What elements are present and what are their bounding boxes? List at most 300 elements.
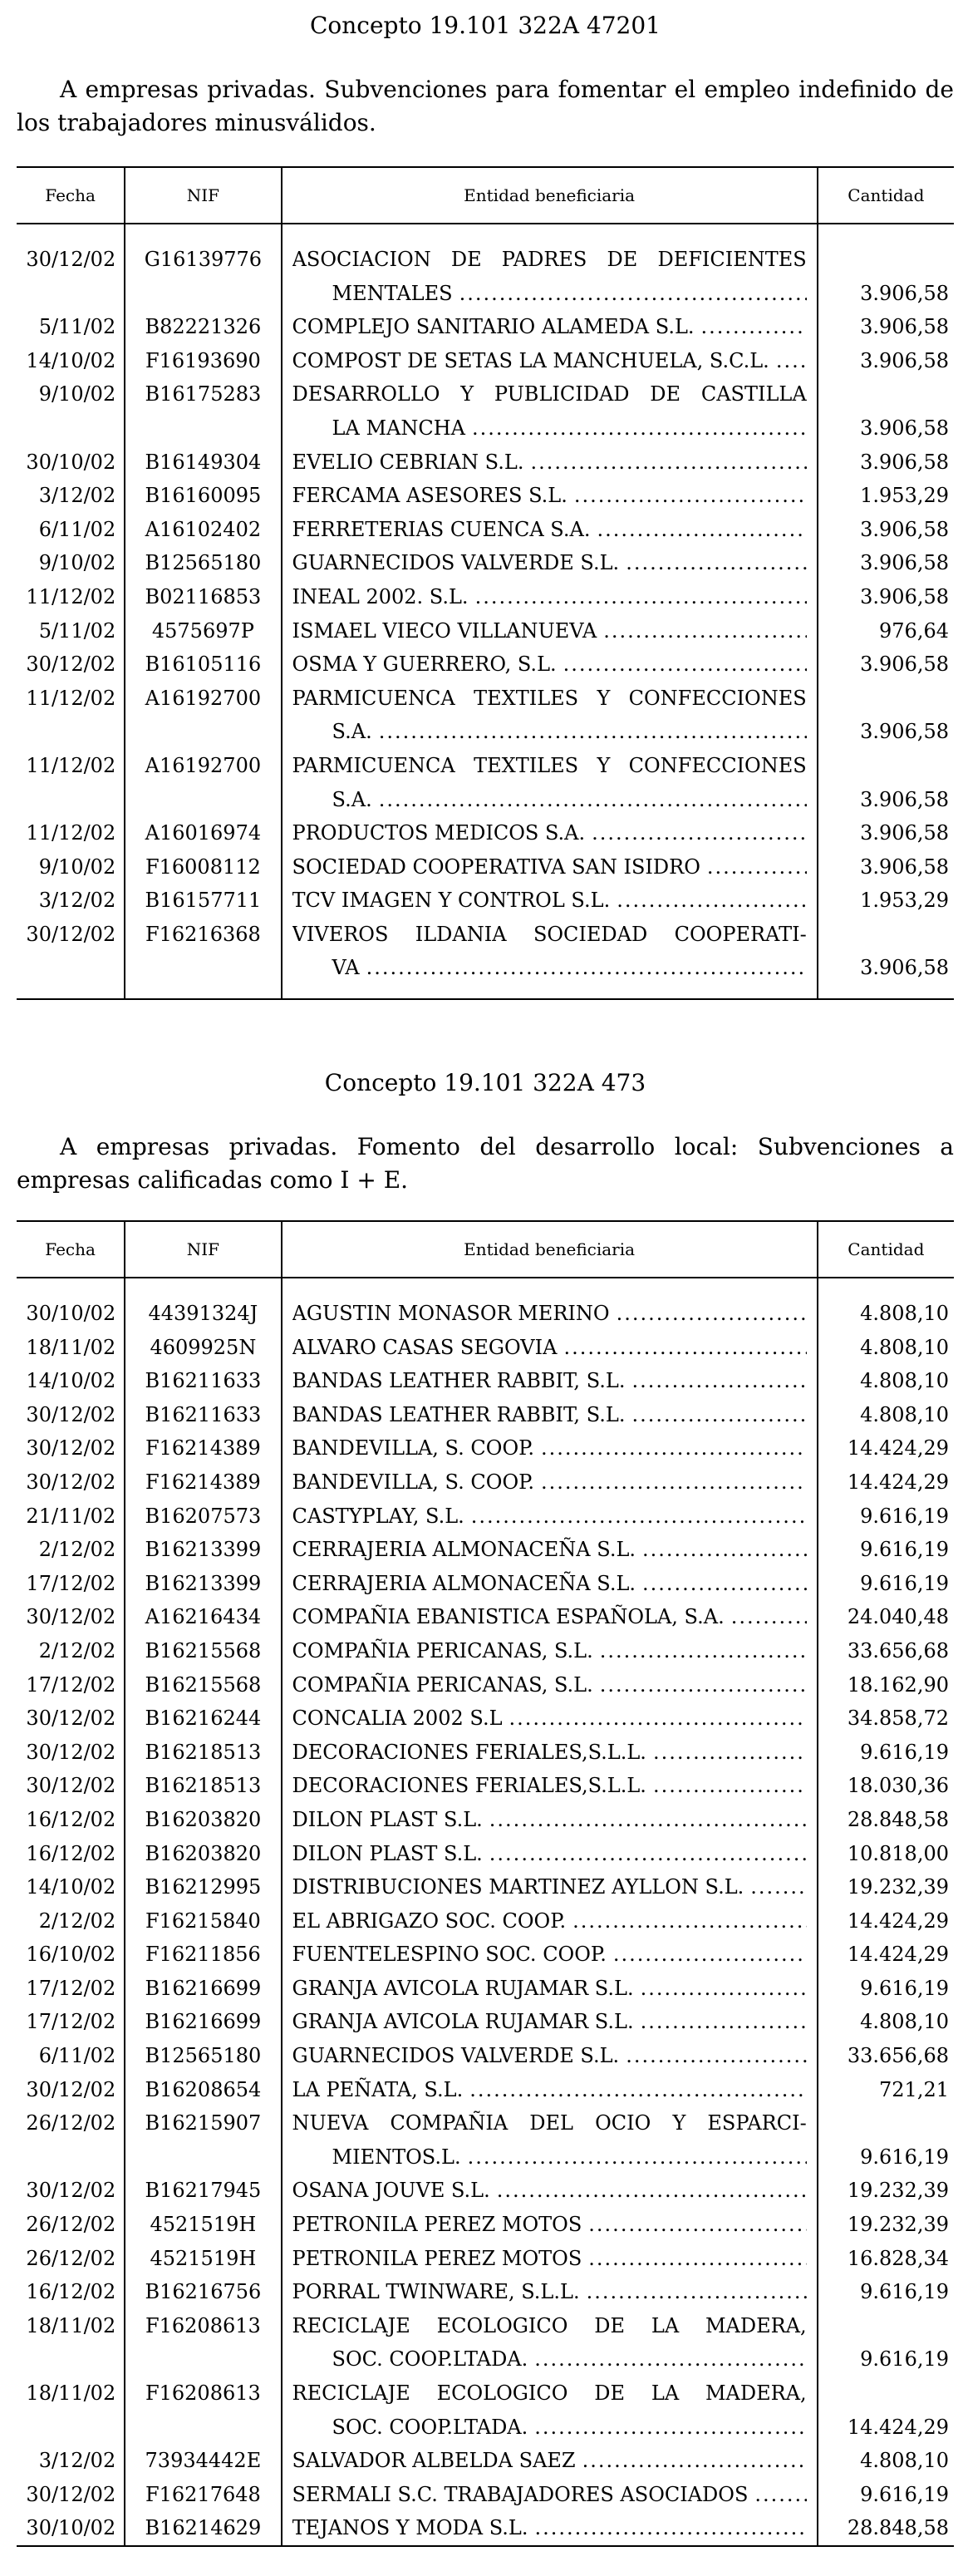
- cell-fecha: 30/10/02: [17, 446, 125, 480]
- dot-leaders: [653, 1769, 807, 1803]
- cell-cantidad: 3.906,58: [860, 821, 949, 845]
- cell-fecha: 16/12/02: [17, 2275, 125, 2309]
- table-row: [17, 2275, 954, 2309]
- column-header-nif: NIF: [125, 1221, 281, 1278]
- table-body: [17, 224, 954, 999]
- cell-fecha: 16/12/02: [17, 1803, 125, 1837]
- cell-entidad: [282, 2242, 818, 2276]
- table-row: [17, 2377, 954, 2444]
- cell-fecha: 17/12/02: [17, 1972, 125, 2006]
- cell-entidad: [282, 1972, 818, 2006]
- table-row: [17, 580, 954, 614]
- dot-leaders: [631, 1398, 806, 1432]
- entity-name-text: SERMALI S.C. TRABAJADORES ASOCIADOS: [292, 2482, 749, 2506]
- cell-entidad: [282, 1465, 818, 1500]
- cell-cantidad: 9.616,19: [860, 2280, 949, 2304]
- entity-name-text: EL ABRIGAZO SOC. COOP.: [292, 1909, 567, 1933]
- table-row: [17, 850, 954, 884]
- dot-leaders: [582, 2444, 807, 2478]
- entity-name-text: BANDAS LEATHER RABBIT, S.L.: [292, 1402, 626, 1426]
- cell-cantidad: 3.906,58: [860, 281, 949, 305]
- cell-entidad: [282, 479, 818, 513]
- column-header-nif: NIF: [125, 167, 281, 224]
- section-2: [17, 1069, 954, 2547]
- table-row: [17, 1331, 954, 1365]
- cell-cantidad: 3.906,58: [860, 653, 949, 677]
- cell-fecha: 17/12/02: [17, 2005, 125, 2039]
- entity-name-text: BANDEVILLA, S. COOP.: [292, 1436, 535, 1460]
- cell-nif: B16215907: [125, 2106, 281, 2174]
- cell-fecha: 30/12/02: [17, 1736, 125, 1770]
- entity-name-line: [292, 648, 807, 682]
- concept-description: A empresas privadas. Fomento del desarrollo local: Subvenciones a empresas calificadas como I + E.: [17, 1133, 954, 1194]
- table-row: [17, 1533, 954, 1567]
- cell-nif: B16218513: [125, 1736, 281, 1770]
- cell-nif: B16203820: [125, 1837, 281, 1871]
- cell-nif: B02116853: [125, 580, 281, 614]
- dot-leaders: [631, 1364, 806, 1398]
- cell-entidad: [282, 1297, 818, 1331]
- entity-name-line: NUEVA COMPAÑIA DEL OCIO Y ESPARCI-: [292, 2111, 807, 2135]
- table-row: [17, 2073, 954, 2107]
- entity-name-text: DILON PLAST S.L.: [292, 1841, 483, 1865]
- dot-leaders: [563, 1331, 806, 1365]
- cell-nif: B16207573: [125, 1500, 281, 1534]
- cell-nif: F16008112: [125, 850, 281, 884]
- cell-entidad: [282, 884, 818, 918]
- entity-name-line: [292, 816, 807, 850]
- entity-name-line: PARMICUENCA TEXTILES Y CONFECCIONES: [292, 753, 807, 777]
- table-row: [17, 1567, 954, 1601]
- table-spacer: [17, 985, 954, 999]
- entity-name-text: CERRAJERIA ALMONACEÑA S.L.: [292, 1571, 636, 1595]
- cell-nif: 44391324J: [125, 1297, 281, 1331]
- entity-name-line: [292, 2208, 807, 2242]
- cell-cantidad: 3.906,58: [860, 584, 949, 608]
- concept-description: A empresas privadas. Subvenciones para fomentar el empleo indefinido de los trabajadores minusválidos.: [17, 76, 954, 136]
- table-row: [17, 1938, 954, 1972]
- cell-cantidad: 3.906,58: [860, 855, 949, 879]
- cell-fecha: 26/12/02: [17, 2242, 125, 2276]
- entity-name-line: [292, 513, 807, 547]
- cell-cantidad: 4.808,10: [860, 2010, 949, 2034]
- cell-cantidad: 9.616,19: [860, 2482, 949, 2506]
- cell-nif: B82221326: [125, 310, 281, 344]
- cell-cantidad: 9.616,19: [860, 1740, 949, 1764]
- cell-cantidad: 19.232,39: [847, 2213, 949, 2237]
- cell-nif: B16212995: [125, 1870, 281, 1904]
- cell-fecha: 2/12/02: [17, 1533, 125, 1567]
- cell-cantidad: 3.906,58: [860, 416, 949, 440]
- grant-table: [17, 166, 954, 1000]
- spacer-cell: [818, 224, 954, 243]
- cell-entidad: [282, 2039, 818, 2073]
- cell-nif: B16208654: [125, 2073, 281, 2107]
- cell-entidad: [282, 546, 818, 580]
- cell-fecha: 16/10/02: [17, 1938, 125, 1972]
- cell-fecha: 3/12/02: [17, 2444, 125, 2478]
- dot-leaders: [379, 783, 807, 817]
- entity-name-text: OSANA JOUVE S.L.: [292, 2179, 490, 2203]
- dot-leaders: [617, 884, 806, 918]
- spacer-cell: [17, 985, 125, 999]
- table-row: [17, 1364, 954, 1398]
- section-1: [17, 12, 954, 1000]
- spacer-cell: [818, 985, 954, 999]
- dot-leaders: [530, 446, 806, 480]
- cell-fecha: 18/11/02: [17, 1331, 125, 1365]
- entity-name-text: AGUSTIN MONASOR MERINO: [292, 1302, 610, 1325]
- cell-cantidad: 34.858,72: [847, 1707, 949, 1731]
- entity-name-text: S.A.: [332, 720, 372, 744]
- cell-fecha: 18/11/02: [17, 2377, 125, 2444]
- entity-name-text: MIENTOS.L.: [332, 2145, 461, 2169]
- table-row: [17, 648, 954, 682]
- cell-fecha: 17/12/02: [17, 1567, 125, 1601]
- cell-nif: F16217648: [125, 2478, 281, 2512]
- dot-leaders: [572, 1904, 807, 1938]
- cell-cantidad: 14.424,29: [847, 1909, 949, 1933]
- table-row: [17, 2106, 954, 2174]
- cell-cantidad: 3.906,58: [860, 787, 949, 811]
- entity-name-text: INEAL 2002. S.L.: [292, 584, 469, 608]
- table-row: [17, 1600, 954, 1634]
- table-row: [17, 1702, 954, 1736]
- entity-name-line: [292, 2005, 807, 2039]
- cell-cantidad: 3.906,58: [860, 450, 949, 474]
- dot-leaders: [600, 1634, 807, 1668]
- entity-name-text: CASTYPLAY, S.L.: [292, 1504, 464, 1528]
- cell-nif: A16016974: [125, 816, 281, 850]
- cell-nif: F16208613: [125, 2309, 281, 2377]
- cell-nif: B16216244: [125, 1702, 281, 1736]
- cell-nif: F16193690: [125, 344, 281, 378]
- cell-fecha: 9/10/02: [17, 546, 125, 580]
- cell-fecha: 11/12/02: [17, 682, 125, 749]
- entity-name-continuation: [292, 715, 807, 749]
- table-row: [17, 310, 954, 344]
- dot-leaders: [541, 1465, 807, 1500]
- cell-nif: F16216368: [125, 918, 281, 985]
- entity-name-text: LA PEÑATA, S.L.: [292, 2077, 464, 2101]
- dot-leaders: [641, 1972, 807, 2006]
- entity-name-text: BANDAS LEATHER RABBIT, S.L.: [292, 1369, 626, 1393]
- dot-leaders: [472, 411, 807, 446]
- cell-fecha: 11/12/02: [17, 580, 125, 614]
- entity-name-text: BANDEVILLA, S. COOP.: [292, 1470, 535, 1494]
- cell-entidad: [282, 1331, 818, 1365]
- entity-name-text: SALVADOR ALBELDA SAEZ: [292, 2449, 576, 2473]
- table-row: [17, 2208, 954, 2242]
- entity-name-text: DISTRIBUCIONES MARTINEZ AYLLON S.L.: [292, 1875, 744, 1899]
- cell-cantidad: 3.906,58: [860, 551, 949, 575]
- entity-name-line: [292, 1500, 807, 1534]
- entity-name-line: [292, 2242, 807, 2276]
- cell-cantidad: 18.162,90: [847, 1672, 949, 1697]
- entity-name-line: [292, 546, 807, 580]
- cell-entidad: [282, 2478, 818, 2512]
- cell-cantidad: 3.906,58: [860, 956, 949, 980]
- cell-cantidad: 9.616,19: [860, 1976, 949, 2000]
- dot-leaders: [497, 2174, 807, 2208]
- entity-name-text: COMPAÑIA PERICANAS, S.L.: [292, 1638, 593, 1662]
- table-row: [17, 1465, 954, 1500]
- entity-name-line: [292, 2478, 807, 2512]
- entity-name-line: [292, 1668, 807, 1702]
- column-header-entidad: Entidad beneficiaria: [282, 1221, 818, 1278]
- entity-name-text: COMPOST DE SETAS LA MANCHUELA, S.C.L.: [292, 348, 769, 372]
- cell-fecha: 30/12/02: [17, 2478, 125, 2512]
- spacer-cell: [125, 985, 281, 999]
- cell-cantidad: 14.424,29: [847, 1943, 949, 1967]
- cell-entidad: [282, 2208, 818, 2242]
- table-row: [17, 2242, 954, 2276]
- dot-leaders: [617, 1297, 807, 1331]
- cell-nif: B16218513: [125, 1769, 281, 1803]
- cell-cantidad: 3.906,58: [860, 315, 949, 339]
- cell-nif: 73934442E: [125, 2444, 281, 2478]
- table-row: [17, 1431, 954, 1465]
- table-row: [17, 2478, 954, 2512]
- dot-leaders: [379, 715, 807, 749]
- cell-fecha: 30/12/02: [17, 1431, 125, 1465]
- entity-name-line: [292, 2174, 807, 2208]
- entity-name-line: [292, 850, 807, 884]
- dot-leaders: [642, 1533, 807, 1567]
- entity-name-continuation: [292, 2140, 807, 2175]
- cell-fecha: 30/10/02: [17, 1297, 125, 1331]
- table-row: [17, 2511, 954, 2546]
- cell-nif: B16215568: [125, 1634, 281, 1668]
- cell-entidad: [282, 344, 818, 378]
- column-header-entidad: Entidad beneficiaria: [282, 167, 818, 224]
- entity-name-text: TCV IMAGEN Y CONTROL S.L.: [292, 889, 611, 913]
- dot-leaders: [603, 614, 806, 648]
- cell-fecha: 16/12/02: [17, 1837, 125, 1871]
- entity-name-line: [292, 2039, 807, 2073]
- spacer-cell: [125, 1278, 281, 1297]
- table-spacer: [17, 1278, 954, 1297]
- table-row: [17, 1972, 954, 2006]
- spacer-cell: [125, 224, 281, 243]
- entity-name-line: [292, 2511, 807, 2545]
- dot-leaders: [563, 648, 807, 682]
- table-row: [17, 816, 954, 850]
- entity-name-line: ASOCIACION DE PADRES DE DEFICIENTES: [292, 248, 807, 271]
- cell-entidad: [282, 682, 818, 749]
- table-body: [17, 1278, 954, 2546]
- table-row: [17, 546, 954, 580]
- table-row: [17, 1870, 954, 1904]
- cell-entidad: [282, 1533, 818, 1567]
- table-row: [17, 2309, 954, 2377]
- column-header-fecha: Fecha: [17, 1221, 125, 1278]
- concept-title: Concepto 19.101 322A 473: [324, 1069, 646, 1096]
- dot-leaders: [626, 2039, 807, 2073]
- table-row: [17, 1297, 954, 1331]
- dot-leaders: [600, 1668, 807, 1702]
- table-row: [17, 1803, 954, 1837]
- cell-fecha: 30/12/02: [17, 2073, 125, 2107]
- cell-fecha: 9/10/02: [17, 850, 125, 884]
- dot-leaders: [731, 1600, 807, 1634]
- cell-cantidad: 28.848,58: [818, 2511, 954, 2546]
- cell-fecha: 14/10/02: [17, 344, 125, 378]
- cell-fecha: 5/11/02: [17, 614, 125, 648]
- cell-cantidad: 14.424,29: [847, 1436, 949, 1460]
- cell-cantidad: 3.906,58: [860, 348, 949, 372]
- dot-leaders: [471, 1500, 807, 1534]
- dot-leaders: [653, 1736, 807, 1770]
- entity-name-text: GRANJA AVICOLA RUJAMAR S.L.: [292, 2010, 634, 2034]
- entity-name-text: FERCAMA ASESORES S.L.: [292, 484, 567, 508]
- dot-leaders: [597, 513, 806, 547]
- cell-entidad: [282, 1398, 818, 1432]
- cell-fecha: 6/11/02: [17, 2039, 125, 2073]
- cell-fecha: 30/12/02: [17, 1398, 125, 1432]
- table-row: [17, 1769, 954, 1803]
- entity-name-text: SOC. COOP.LTADA.: [332, 2415, 528, 2439]
- cell-cantidad: 9.616,19: [860, 2145, 949, 2169]
- cell-nif: B16213399: [125, 1567, 281, 1601]
- dot-leaders: [588, 2242, 806, 2276]
- entity-name-line: [292, 2073, 807, 2107]
- cell-fecha: 14/10/02: [17, 1364, 125, 1398]
- entity-name-text: GRANJA AVICOLA RUJAMAR S.L.: [292, 1976, 634, 2000]
- entity-name-line: [292, 1600, 807, 1634]
- cell-nif: B16160095: [125, 479, 281, 513]
- table-row: [17, 2174, 954, 2208]
- entity-name-text: GUARNECIDOS VALVERDE S.L.: [292, 2044, 620, 2068]
- entity-name-line: [292, 1769, 807, 1803]
- cell-entidad: [282, 1431, 818, 1465]
- cell-fecha: 5/11/02: [17, 310, 125, 344]
- dot-leaders: [776, 344, 807, 378]
- cell-entidad: [282, 918, 818, 985]
- spacer-cell: [17, 1278, 125, 1297]
- cell-entidad: [282, 648, 818, 682]
- entity-name-line: [292, 580, 807, 614]
- cell-fecha: 30/12/02: [17, 1600, 125, 1634]
- cell-cantidad: 4.808,10: [860, 1302, 949, 1325]
- table-row: [17, 1904, 954, 1938]
- dot-leaders: [750, 1870, 806, 1904]
- dot-leaders: [592, 816, 807, 850]
- cell-entidad: [282, 2005, 818, 2039]
- entity-name-line: [292, 1870, 807, 1904]
- cell-nif: B16211633: [125, 1364, 281, 1398]
- cell-entidad: [282, 2377, 818, 2444]
- table-row: [17, 884, 954, 918]
- cell-fecha: 6/11/02: [17, 513, 125, 547]
- cell-entidad: [282, 614, 818, 648]
- cell-fecha: 30/12/02: [17, 1702, 125, 1736]
- table-row: [17, 1668, 954, 1702]
- cell-nif: B16214629: [125, 2511, 281, 2546]
- cell-cantidad: 4.808,10: [860, 1402, 949, 1426]
- cell-fecha: 30/10/02: [17, 2511, 125, 2546]
- spacer-cell: [282, 985, 818, 999]
- cell-cantidad: 3.906,58: [860, 517, 949, 541]
- column-header-fecha: Fecha: [17, 167, 125, 224]
- cell-fecha: 18/11/02: [17, 2309, 125, 2377]
- cell-cantidad: 4.808,10: [860, 1335, 949, 1359]
- cell-fecha: 30/12/02: [17, 2174, 125, 2208]
- cell-nif: B16216756: [125, 2275, 281, 2309]
- table-row: [17, 2039, 954, 2073]
- cell-nif: F16211856: [125, 1938, 281, 1972]
- cell-nif: F16214389: [125, 1465, 281, 1500]
- table-row: [17, 513, 954, 547]
- cell-cantidad: 976,64: [879, 618, 949, 643]
- dot-leaders: [534, 2342, 806, 2377]
- cell-cantidad: 9.616,19: [860, 1504, 949, 1528]
- entity-name-line: [292, 1634, 807, 1668]
- dot-leaders: [626, 546, 807, 580]
- dot-leaders: [754, 2478, 806, 2512]
- entity-name-continuation: [292, 2411, 807, 2445]
- cell-cantidad: 1.953,29: [860, 484, 949, 508]
- cell-cantidad: 9.616,19: [860, 2347, 949, 2372]
- dot-leaders: [489, 1803, 807, 1837]
- cell-entidad: [282, 310, 818, 344]
- entity-name-line: PARMICUENCA TEXTILES Y CONFECCIONES: [292, 686, 807, 710]
- cell-entidad: [282, 1634, 818, 1668]
- cell-nif: B12565180: [125, 2039, 281, 2073]
- entity-name-line: [292, 1533, 807, 1567]
- dot-leaders: [587, 2275, 807, 2309]
- entity-name-text: CERRAJERIA ALMONACEÑA S.L.: [292, 1538, 636, 1562]
- dot-leaders: [366, 951, 807, 985]
- cell-fecha: 26/12/02: [17, 2106, 125, 2174]
- cell-nif: B16216699: [125, 1972, 281, 2006]
- dot-leaders: [613, 1938, 807, 1972]
- entity-name-text: DILON PLAST S.L.: [292, 1807, 483, 1831]
- cell-entidad: [282, 1736, 818, 1770]
- cell-nif: B16157711: [125, 884, 281, 918]
- cell-nif: B16215568: [125, 1668, 281, 1702]
- dot-leaders: [469, 2073, 806, 2107]
- cell-fecha: 30/12/02: [17, 243, 125, 310]
- cell-nif: 4521519H: [125, 2242, 281, 2276]
- cell-entidad: [282, 513, 818, 547]
- entity-name-line: VIVEROS ILDANIA SOCIEDAD COOPERATI-: [292, 922, 807, 946]
- grant-table: [17, 1220, 954, 2547]
- entity-name-line: [292, 1364, 807, 1398]
- entity-name-text: PETRONILA PEREZ MOTOS: [292, 2246, 582, 2270]
- entity-name-text: ALVARO CASAS SEGOVIA: [292, 1335, 558, 1359]
- spacer-cell: [282, 224, 818, 243]
- cell-entidad: [282, 580, 818, 614]
- dot-leaders: [468, 2140, 807, 2175]
- cell-fecha: 17/12/02: [17, 1668, 125, 1702]
- dot-leaders: [642, 1567, 807, 1601]
- cell-cantidad: 4.808,10: [860, 1369, 949, 1393]
- cell-cantidad: 16.828,34: [847, 2246, 949, 2270]
- cell-entidad: [282, 1567, 818, 1601]
- entity-name-text: VA: [332, 956, 360, 980]
- table-row: [17, 2005, 954, 2039]
- cell-nif: 4521519H: [125, 2208, 281, 2242]
- cell-entidad: [282, 1364, 818, 1398]
- cell-cantidad: 19.232,39: [847, 1875, 949, 1899]
- table-row: [17, 1736, 954, 1770]
- entity-name-text: PRODUCTOS MEDICOS S.A.: [292, 821, 586, 845]
- entity-name-line: [292, 479, 807, 513]
- dot-leaders: [489, 1837, 807, 1871]
- entity-name-line: [292, 1331, 807, 1365]
- entity-name-line: [292, 1938, 807, 1972]
